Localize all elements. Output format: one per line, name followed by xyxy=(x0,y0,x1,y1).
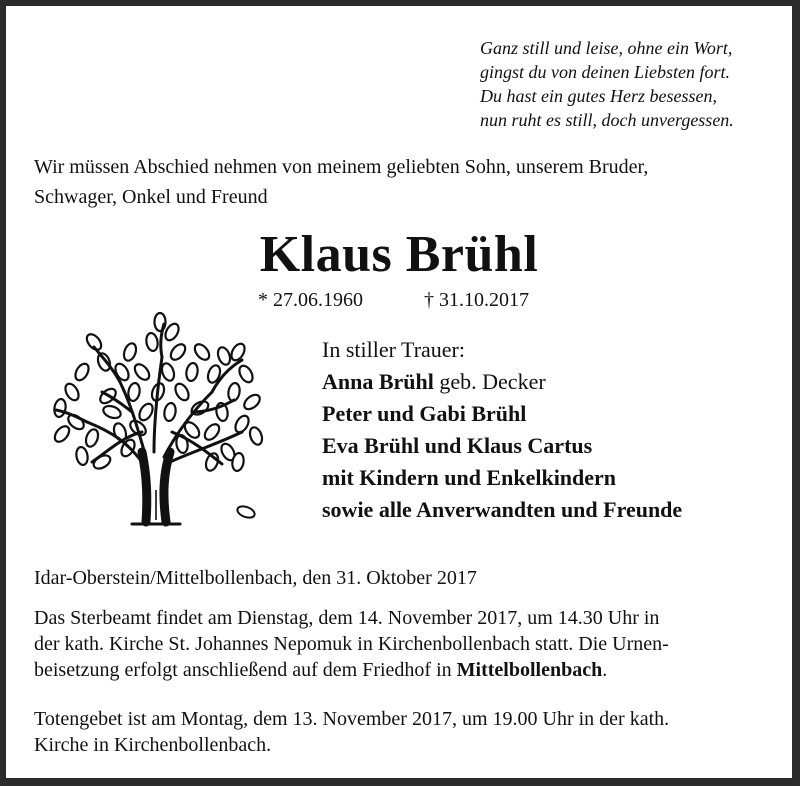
poem-line: Ganz still und leise, ohne ein Wort, xyxy=(480,38,733,58)
funeral-info xyxy=(34,605,774,683)
funeral-line: der kath. Kirche St. Johannes Nepomuk in Kirchenbollenbach statt. Die Urnen- xyxy=(34,633,669,655)
intro-text xyxy=(34,152,774,212)
deceased-name: Klaus Brühl xyxy=(259,226,539,283)
funeral-line: Das Sterbeamt findet am Dienstag, dem 14. November 2017, um 14.30 Uhr in xyxy=(34,607,660,629)
intro-line: Wir müssen Abschied nehmen von meinem geliebten Sohn, unserem Bruder, xyxy=(34,156,649,178)
mourner-name: Anna Brühl xyxy=(322,369,434,394)
birth-date: * 27.06.1960 xyxy=(258,289,363,311)
funeral-text: beisetzung erfolgt anschließend auf dem Friedhof in xyxy=(34,659,457,681)
obituary-card xyxy=(6,6,792,778)
intro-line: Schwager, Onkel und Freund xyxy=(34,186,268,208)
mourner-line xyxy=(322,366,682,398)
prayer-info xyxy=(34,706,774,758)
mourner-line: mit Kindern und Enkelkindern xyxy=(322,465,617,490)
prayer-line: Kirche in Kirchenbollenbach. xyxy=(34,734,272,756)
prayer-line: Totengebet ist am Montag, dem 13. November 2017, um 19.00 Uhr in der kath. xyxy=(34,708,670,730)
poem-line: Du hast ein gutes Herz besessen, xyxy=(480,86,717,106)
mourner-suffix: geb. Decker xyxy=(433,369,546,394)
poem-line: gingst du von deinen Liebsten fort. xyxy=(480,62,730,82)
funeral-text-end: . xyxy=(602,659,608,681)
mourners-heading: In stiller Trauer: xyxy=(322,337,465,362)
funeral-line xyxy=(34,657,774,683)
mourner-line: Eva Brühl und Klaus Cartus xyxy=(322,433,593,458)
mourner-line: sowie alle Anverwandten und Freunde xyxy=(322,497,683,522)
tree-icon xyxy=(42,312,270,530)
mourner-line: Peter und Gabi Brühl xyxy=(322,401,527,426)
place-date: Idar-Oberstein/Mittelbollenbach, den 31. Oktober 2017 xyxy=(34,567,477,589)
cemetery-place: Mittelbollenbach xyxy=(456,659,603,681)
mourners xyxy=(322,334,682,526)
death-date: † 31.10.2017 xyxy=(424,289,529,311)
poem-line: nun ruht es still, doch unvergessen. xyxy=(480,110,734,130)
poem xyxy=(480,36,734,132)
